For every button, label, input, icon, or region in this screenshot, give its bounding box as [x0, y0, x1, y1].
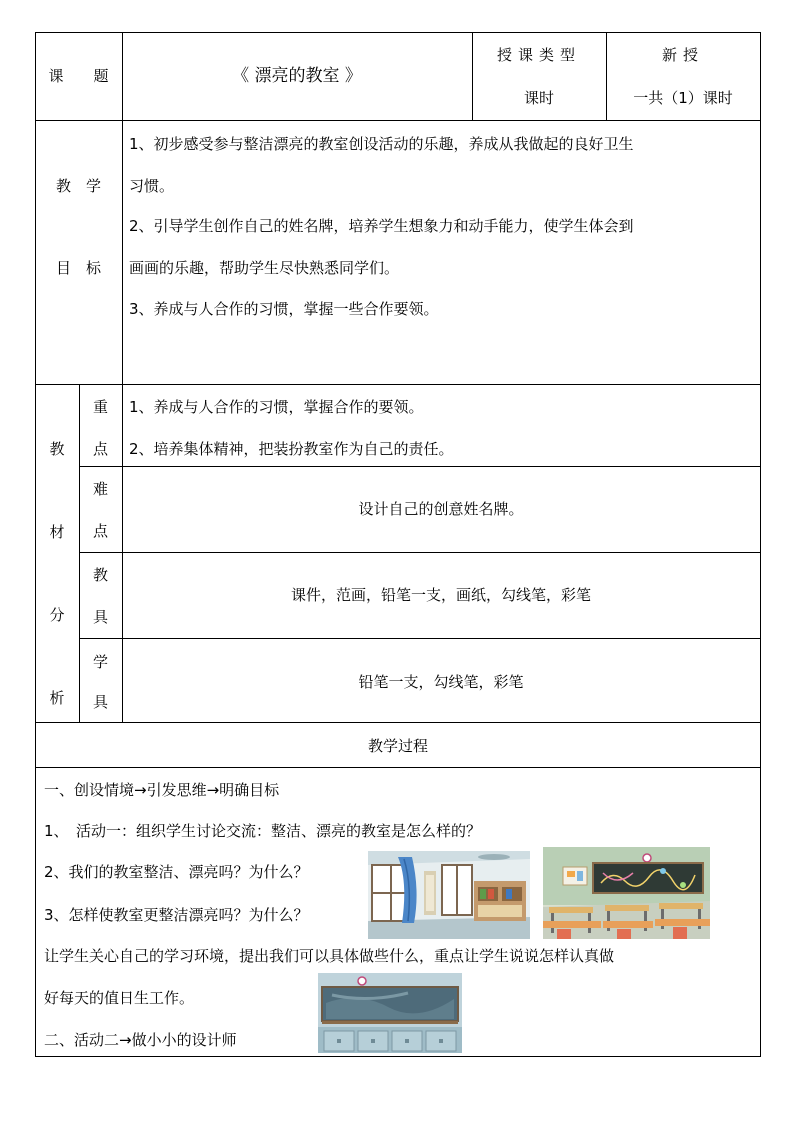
process-line-6: 好每天的值日生工作。: [44, 989, 195, 1007]
teaching-tools-label: 教: [92, 566, 108, 584]
goals-label-1: 教 学: [55, 177, 101, 195]
key-points-label: 重: [92, 398, 108, 416]
analysis-label-char: 析: [49, 689, 65, 707]
difficulty-text: 设计自己的创意姓名牌。: [358, 500, 524, 518]
row-divider-goals: [35, 384, 761, 385]
process-line-5: 让学生关心自己的学习环境，提出我们可以具体做些什么，重点让学生说说怎样认真做: [44, 947, 615, 965]
process-title: 教学过程: [367, 737, 428, 755]
lesson-title: 《 漂亮的教室 》: [232, 66, 362, 86]
goal-line-1: 1、初步感受参与整洁漂亮的教室创设活动的乐趣，养成从我做起的良好卫生: [129, 135, 634, 153]
process-line-7: 二、活动二→做小小的设计师: [44, 1031, 237, 1049]
classroom-desks-image: [543, 847, 710, 939]
hours-label: 课时: [523, 89, 554, 107]
goal-line-5: 3、养成与人合作的习惯，掌握一些合作要领。: [129, 300, 439, 318]
process-line-4: 3、怎样使教室更整洁漂亮吗？为什么？: [44, 906, 309, 924]
process-line-1: 一、创设情境→引发思维→明确目标: [44, 781, 280, 799]
student-tools-text: 铅笔一支，勾线笔，彩笔: [358, 673, 524, 691]
row-divider-tools: [79, 638, 761, 639]
classroom-blackboard-image: [318, 973, 462, 1053]
student-tools-label: 具: [92, 693, 108, 711]
key-point-line-2: 2、培养集体精神，把装扮教室作为自己的责任。: [129, 440, 454, 458]
key-point-line-1: 1、养成与人合作的习惯，掌握合作的要领。: [129, 398, 424, 416]
topic-label: 课 题: [48, 67, 109, 85]
row-divider-process-title: [35, 767, 761, 768]
student-tools-label: 学: [92, 653, 108, 671]
row-divider-difficulty: [79, 552, 761, 553]
goal-line-4: 画画的乐趣，帮助学生尽快熟悉同学们。: [129, 259, 400, 277]
teaching-tools-text: 课件，范画，铅笔一支，画纸，勾线笔，彩笔: [290, 586, 591, 604]
process-line-2: 1、 活动一：组织学生讨论交流：整洁、漂亮的教室是怎么样的？: [44, 822, 482, 840]
goals-label-2: 目 标: [55, 259, 101, 277]
analysis-label-char: 材: [49, 523, 65, 541]
col-divider-label: [122, 32, 123, 722]
goal-line-3: 2、引导学生创作自己的姓名牌，培养学生想象力和动手能力，使学生体会到: [129, 217, 634, 235]
teaching-tools-label: 具: [92, 608, 108, 626]
row-divider-key: [79, 466, 761, 467]
key-points-label: 点: [92, 440, 108, 458]
goal-line-2: 习惯。: [129, 177, 175, 195]
analysis-label-char: 分: [49, 606, 65, 624]
type-label: 授课类型: [496, 46, 581, 64]
difficulty-label: 难: [92, 480, 108, 498]
row-divider-header: [35, 120, 761, 121]
table-border-bottom: [35, 1056, 761, 1057]
table-border-right: [760, 32, 761, 1057]
table-border-top: [35, 32, 761, 33]
type-value: 新授: [661, 46, 704, 64]
analysis-label-char: 教: [49, 440, 65, 458]
classroom-window-image: [368, 851, 530, 939]
difficulty-label: 点: [92, 522, 108, 540]
process-line-3: 2、我们的教室整洁、漂亮吗？为什么？: [44, 863, 309, 881]
row-divider-analysis: [35, 722, 761, 723]
hours-value: 一共（1）课时: [633, 89, 733, 107]
